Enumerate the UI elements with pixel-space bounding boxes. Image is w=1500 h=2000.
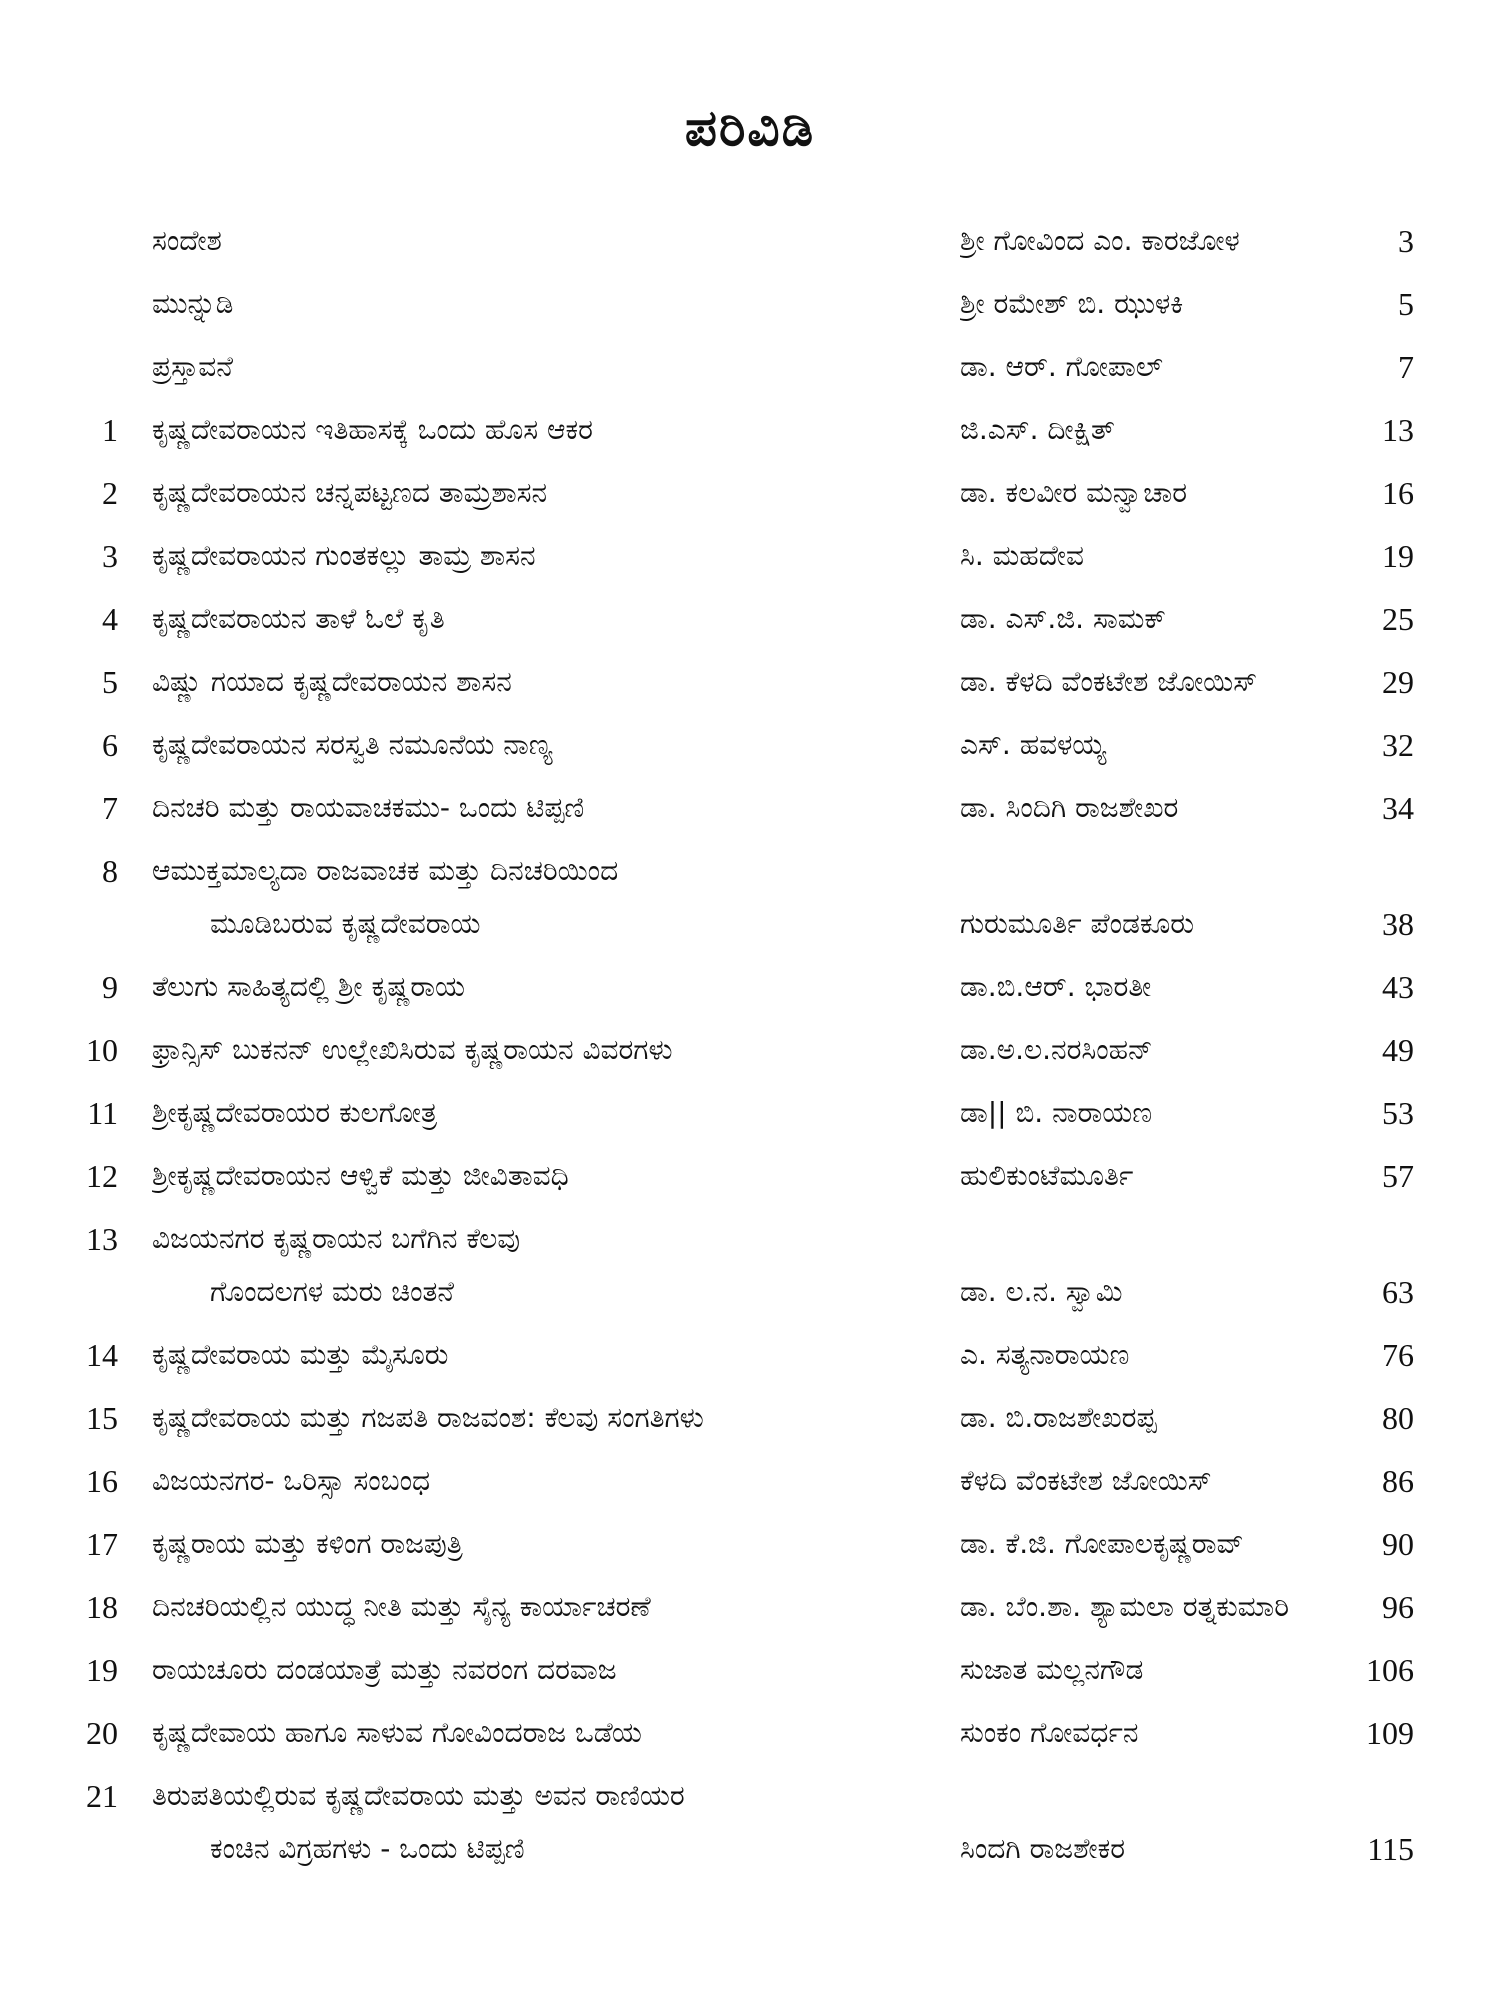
entry-title: ದಿನಚರಿ ಮತ್ತು ರಾಯವಾಚಕಮು- ಒಂದು ಟಿಪ್ಪಣಿ <box>152 791 585 824</box>
toc-entry <box>0 714 1500 777</box>
entry-title: ಕೃಷ್ಣದೇವರಾಯನ ಸರಸ್ವತಿ ನಮೂನೆಯ ನಾಣ್ಯ <box>152 728 553 761</box>
entry-page-number: 57 <box>1382 1158 1414 1194</box>
entry-number: 10 <box>86 1032 118 1068</box>
entry-author: ಡಾ. ಬೆಂ.ಶಾ. ಶ್ಯಾಮಲಾ ರತ್ನಕುಮಾರಿ <box>960 1590 1289 1623</box>
entry-number: 11 <box>87 1095 118 1131</box>
entry-title: ತಿರುಪತಿಯಲ್ಲಿರುವ ಕೃಷ್ಣದೇವರಾಯ ಮತ್ತು ಅವನ ರಾಣಿಯರ <box>152 1779 685 1812</box>
entry-author: ಸುಂಕಂ ಗೋವರ್ಧನ <box>960 1716 1139 1749</box>
entry-number: 17 <box>86 1526 118 1562</box>
entry-title: ಕೃಷ್ಣದೇವರಾಯನ ಚನ್ನಪಟ್ಟಣದ ತಾಮ್ರಶಾಸನ <box>152 476 548 509</box>
entry-number: 20 <box>86 1715 118 1751</box>
entry-author: ಜಿ.ಎಸ್. ದೀಕ್ಷಿತ್ <box>960 413 1115 446</box>
entry-author: ಡಾ. ಕಲವೀರ ಮನ್ವಾಚಾರ <box>960 476 1188 509</box>
entry-page-number: 34 <box>1382 790 1414 826</box>
entry-author: ಸುಜಾತ ಮಲ್ಲನಗೌಡ <box>960 1653 1144 1686</box>
entry-author: ಡಾ. ಬಿ.ರಾಜಶೇಖರಪ್ಪ <box>960 1401 1157 1434</box>
entry-page-number: 90 <box>1382 1526 1414 1562</box>
entry-number: 18 <box>86 1589 118 1625</box>
toc-entry <box>0 1208 1500 1324</box>
entry-page-number: 16 <box>1382 475 1414 511</box>
entry-author: ಡಾ. ಸಿಂದಿಗಿ ರಾಜಶೇಖರ <box>960 791 1179 824</box>
entry-page-number: 63 <box>1382 1274 1414 1310</box>
entry-page-number: 96 <box>1382 1589 1414 1625</box>
entry-author: ಡಾ|| ಬಿ. ನಾರಾಯಣ <box>960 1096 1153 1129</box>
entry-title: ಕೃಷ್ಣರಾಯ ಮತ್ತು ಕಳಿಂಗ ರಾಜಪುತ್ರಿ <box>152 1527 463 1560</box>
entry-title: ಕೃಷ್ಣದೇವರಾಯನ ಗುಂತಕಲ್ಲು ತಾಮ್ರ ಶಾಸನ <box>152 539 536 572</box>
entry-title: ತೆಲುಗು ಸಾಹಿತ್ಯದಲ್ಲಿ ಶ್ರೀ ಕೃಷ್ಣರಾಯ <box>152 970 466 1003</box>
entry-title-continued: ಮೂಡಿಬರುವ ಕೃಷ್ಣದೇವರಾಯ <box>210 907 481 940</box>
entry-number: 2 <box>102 475 118 511</box>
toc-entry <box>0 1576 1500 1639</box>
entry-number: 8 <box>102 853 118 889</box>
entry-author: ಡಾ. ಲ.ನ. ಸ್ವಾಮಿ <box>960 1275 1123 1308</box>
entry-title: ಕೃಷ್ಣದೇವರಾಯ ಮತ್ತು ಮೈಸೂರು <box>152 1338 449 1371</box>
entry-number: 16 <box>86 1463 118 1499</box>
entry-number: 4 <box>102 601 118 637</box>
entry-title: ವಿಷ್ಣು ಗಯಾದ ಕೃಷ್ಣದೇವರಾಯನ ಶಾಸನ <box>152 665 512 698</box>
entry-author: ಡಾ.ಬಿ.ಆರ್. ಭಾರತೀ <box>960 970 1152 1003</box>
entry-title: ಫ್ರಾನ್ಸಿಸ್ ಬುಕನನ್ ಉಲ್ಲೇಖಿಸಿರುವ ಕೃಷ್ಣರಾಯನ ವಿವರಗಳು <box>152 1033 673 1066</box>
entry-title: ಶ್ರೀಕೃಷ್ಣದೇವರಾಯನ ಆಳ್ವಿಕೆ ಮತ್ತು ಜೀವಿತಾವಧಿ <box>152 1159 569 1192</box>
entry-author: ಹುಲಿಕುಂಟೆಮೂರ್ತಿ <box>960 1159 1134 1192</box>
entry-number: 21 <box>86 1778 118 1814</box>
entry-number: 9 <box>102 969 118 1005</box>
entry-number: 6 <box>102 727 118 763</box>
entry-page-number: 32 <box>1382 727 1414 763</box>
entry-page-number: 49 <box>1382 1032 1414 1068</box>
entry-title-continued: ಗೊಂದಲಗಳ ಮರು ಚಿಂತನೆ <box>210 1275 455 1308</box>
entry-author: ಡಾ. ಎಸ್.ಜಿ. ಸಾಮಕ್ <box>960 602 1167 635</box>
toc-entry <box>0 840 1500 956</box>
toc-entry <box>0 1019 1500 1082</box>
entry-author: ಸಿ. ಮಹದೇವ <box>960 539 1084 572</box>
entry-author: ಡಾ. ಕೆ.ಜಿ. ಗೋಪಾಲಕೃಷ್ಣರಾವ್ <box>960 1527 1244 1560</box>
entry-title: ವಿಜಯನಗರ- ಒರಿಸ್ಸಾ ಸಂಬಂಧ <box>152 1464 431 1497</box>
toc-entry <box>0 1387 1500 1450</box>
entry-page-number: 43 <box>1382 969 1414 1005</box>
page-title: ಪರಿವಿಡಿ <box>684 99 816 157</box>
toc-entry <box>0 210 1500 273</box>
toc-entry <box>0 1082 1500 1145</box>
toc-entry <box>0 525 1500 588</box>
entry-title: ಮುನ್ನುಡಿ <box>152 287 234 320</box>
entry-number: 13 <box>86 1221 118 1257</box>
entry-page-number: 86 <box>1382 1463 1414 1499</box>
toc-entry <box>0 1145 1500 1208</box>
entry-title: ಕೃಷ್ಣದೇವರಾಯನ ಇತಿಹಾಸಕ್ಕೆ ಒಂದು ಹೊಸ ಆಕರ <box>152 413 593 446</box>
entry-author: ಸಿಂದಗಿ ರಾಜಶೇಕರ <box>960 1832 1126 1865</box>
entry-author: ಎ. ಸತ್ಯನಾರಾಯಣ <box>960 1338 1130 1371</box>
entry-title: ಕೃಷ್ಣದೇವರಾಯನ ತಾಳೆ ಓಲೆ ಕೃತಿ <box>152 602 445 635</box>
entry-number: 15 <box>86 1400 118 1436</box>
toc-entry <box>0 273 1500 336</box>
entry-author: ಡಾ. ಆರ್. ಗೋಪಾಲ್ <box>960 350 1163 383</box>
entry-number: 19 <box>86 1652 118 1688</box>
entry-title: ಶ್ರೀಕೃಷ್ಣದೇವರಾಯರ ಕುಲಗೋತ್ರ <box>152 1096 438 1129</box>
entry-page-number: 53 <box>1382 1095 1414 1131</box>
entry-page-number: 38 <box>1382 906 1414 942</box>
entry-number: 3 <box>102 538 118 574</box>
entry-page-number: 19 <box>1382 538 1414 574</box>
toc-entry <box>0 336 1500 399</box>
entry-page-number: 29 <box>1382 664 1414 700</box>
entry-page-number: 106 <box>1366 1652 1414 1688</box>
entry-number: 14 <box>86 1337 118 1373</box>
entry-number: 12 <box>86 1158 118 1194</box>
toc-entry <box>0 1450 1500 1513</box>
toc-entry <box>0 651 1500 714</box>
entry-page-number: 25 <box>1382 601 1414 637</box>
toc-entry <box>0 1702 1500 1765</box>
entry-title: ಕೃಷ್ಣದೇವಾಯ ಹಾಗೂ ಸಾಳುವ ಗೋವಿಂದರಾಜ ಒಡೆಯ <box>152 1716 642 1749</box>
entry-author: ಡಾ. ಕೆಳದಿ ವೆಂಕಟೇಶ ಜೋಯಿಸ್ <box>960 665 1258 698</box>
toc-entry <box>0 956 1500 1019</box>
toc-entry <box>0 462 1500 525</box>
toc-entry <box>0 1639 1500 1702</box>
entry-author: ಶ್ರೀ ಗೋವಿಂದ ಎಂ. ಕಾರಜೋಳ <box>960 224 1240 257</box>
entry-page-number: 5 <box>1398 286 1414 322</box>
entry-page-number: 3 <box>1398 223 1414 259</box>
entry-page-number: 80 <box>1382 1400 1414 1436</box>
entry-title: ಕೃಷ್ಣದೇವರಾಯ ಮತ್ತು ಗಜಪತಿ ರಾಜವಂಶ: ಕೆಲವು ಸಂಗತಿಗಳು <box>152 1401 704 1434</box>
entry-title: ಪ್ರಸ್ತಾವನೆ <box>152 350 233 383</box>
entry-page-number: 7 <box>1398 349 1414 385</box>
toc-entry <box>0 399 1500 462</box>
entry-title: ವಿಜಯನಗರ ಕೃಷ್ಣರಾಯನ ಬಗೆಗಿನ ಕೆಲವು <box>152 1222 521 1255</box>
entry-author: ಕೆಳದಿ ವೆಂಕಟೇಶ ಜೋಯಿಸ್ <box>960 1464 1212 1497</box>
entry-title: ದಿನಚರಿಯಲ್ಲಿನ ಯುದ್ಧ ನೀತಿ ಮತ್ತು ಸೈನ್ಯ ಕಾರ್ಯಾಚರಣೆ <box>152 1590 651 1623</box>
entry-page-number: 115 <box>1367 1831 1414 1867</box>
table-of-contents <box>0 210 1500 1881</box>
entry-number: 1 <box>102 412 118 448</box>
entry-author: ಡಾ.ಅ.ಲ.ನರಸಿಂಹನ್ <box>960 1033 1153 1066</box>
entry-page-number: 76 <box>1382 1337 1414 1373</box>
entry-page-number: 13 <box>1382 412 1414 448</box>
entry-number: 7 <box>102 790 118 826</box>
entry-number: 5 <box>102 664 118 700</box>
toc-entry <box>0 1324 1500 1387</box>
entry-title: ಆಮುಕ್ತಮಾಲ್ಯದಾ ರಾಜವಾಚಕ ಮತ್ತು ದಿನಚರಿಯಿಂದ <box>152 854 619 887</box>
toc-entry <box>0 1765 1500 1881</box>
toc-entry <box>0 777 1500 840</box>
entry-author: ಎಸ್. ಹವಳಯ್ಯ <box>960 728 1107 761</box>
entry-author: ಗುರುಮೂರ್ತಿ ಪೆಂಡಕೂರು <box>960 907 1194 940</box>
toc-entry <box>0 1513 1500 1576</box>
entry-title-continued: ಕಂಚಿನ ವಿಗ್ರಹಗಳು - ಒಂದು ಟಿಪ್ಪಣಿ <box>210 1832 525 1865</box>
entry-author: ಶ್ರೀ ರಮೇಶ್ ಬಿ. ಝುಳಕಿ <box>960 287 1184 320</box>
toc-entry <box>0 588 1500 651</box>
entry-title: ರಾಯಚೂರು ದಂಡಯಾತ್ರೆ ಮತ್ತು ನವರಂಗ ದರವಾಜ <box>152 1653 617 1686</box>
entry-title: ಸಂದೇಶ <box>152 224 222 257</box>
entry-page-number: 109 <box>1366 1715 1414 1751</box>
